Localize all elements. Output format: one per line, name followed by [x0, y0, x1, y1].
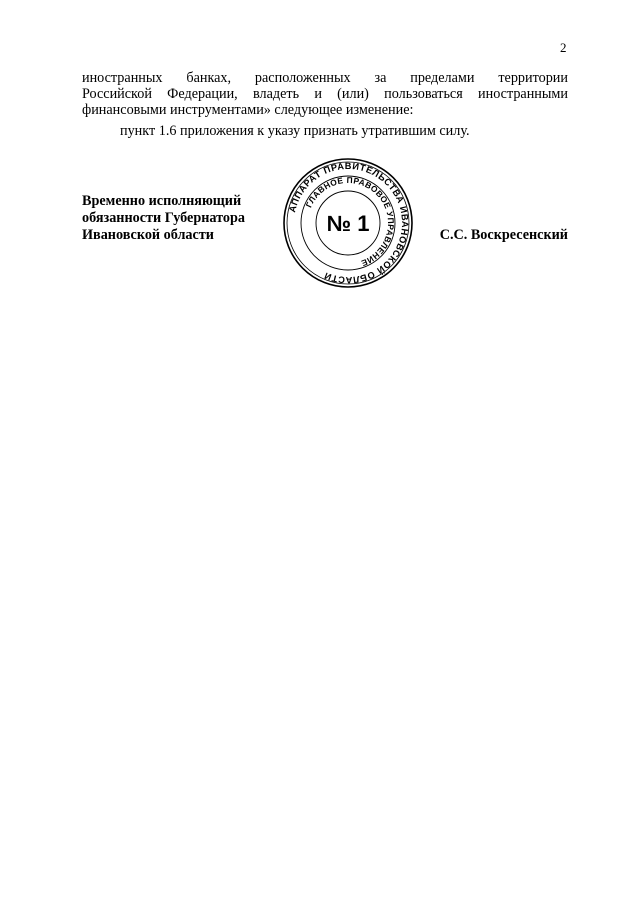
document-body [82, 70, 568, 139]
paragraph-line: финансовыми инструментами» следующее изменение: [82, 102, 414, 118]
seal-outer-text: АППАРАТ ПРАВИТЕЛЬСТВА ИВАНОВСКОЙ ОБЛАСТИ [287, 160, 411, 286]
seal-inner-text: ГЛАВНОЕ ПРАВОВОЕ УПРАВЛЕНИЕ [303, 174, 397, 269]
seal-center-number: № 1 [326, 211, 370, 236]
signatory-name: С.С. Воскресенский [439, 227, 568, 243]
amendment-item: пункт 1.6 приложения к указу признать утратившим силу. [120, 123, 470, 139]
position-line: Временно исполняющий [82, 193, 242, 209]
position-line: Ивановской области [82, 227, 214, 243]
position-line: обязанности Губернатора [82, 210, 245, 226]
page-number: 2 [560, 40, 567, 55]
continuation-paragraph [82, 70, 568, 118]
signatory-position [82, 193, 245, 244]
paragraph-line: иностранных банках, расположенных за пределами территории [82, 70, 568, 86]
official-seal [282, 157, 414, 289]
paragraph-line: Российской Федерации, владеть и (или) пользоваться иностранными [82, 86, 568, 102]
